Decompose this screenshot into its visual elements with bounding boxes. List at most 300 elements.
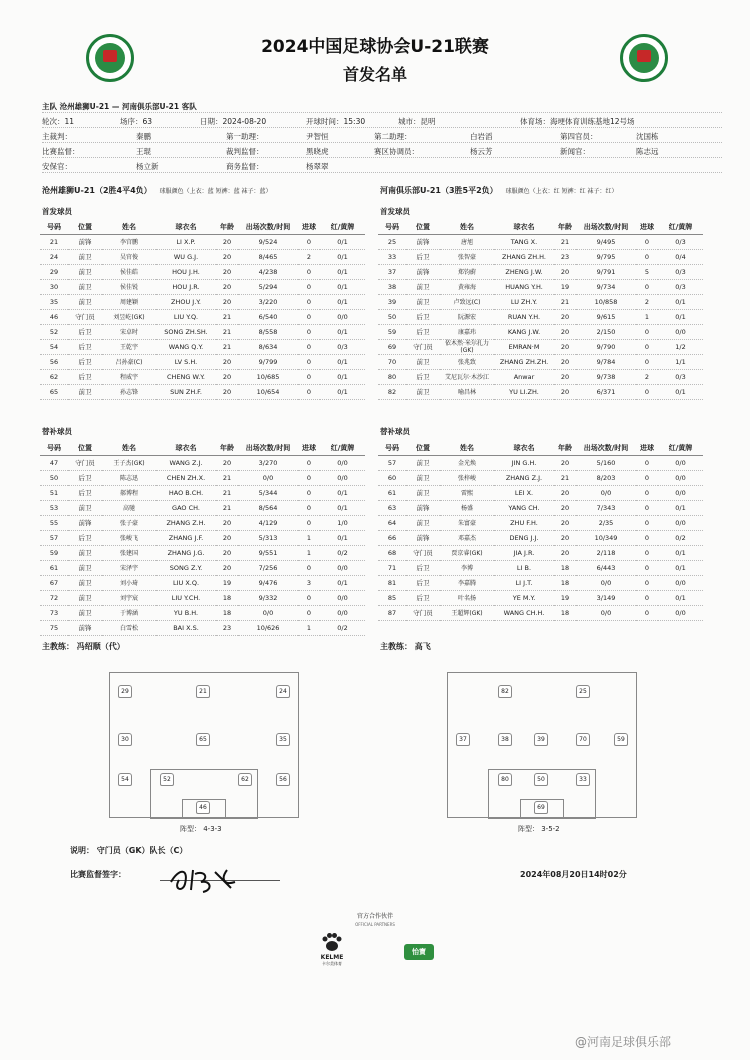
table-cell: 59 (40, 545, 68, 560)
officials-row-2 (42, 143, 722, 158)
row2-field-4: 城市：昆明 (398, 117, 436, 126)
table-cell: 69 (378, 339, 406, 354)
table-cell: 4/238 (238, 264, 298, 279)
off0-field-5: 白岩滔 (470, 132, 493, 141)
table-cell: 依木然·米尔扎力(GK) (440, 339, 494, 354)
paw-icon (321, 932, 343, 952)
table-cell: 10/858 (576, 294, 636, 309)
table-row (40, 575, 365, 590)
table-cell: 后卫 (406, 249, 440, 264)
table-row (378, 470, 703, 485)
table-cell: HUANG Y.H. (494, 279, 554, 294)
table-cell: 0/0 (658, 575, 703, 590)
table-cell: 0 (636, 605, 658, 620)
table-cell: 贾京睿(GK) (440, 545, 494, 560)
table-cell: 白雪松 (102, 620, 156, 635)
column-header: 位置 (68, 220, 102, 234)
table-cell: 0 (636, 455, 658, 470)
table-cell: 吴官俊 (102, 249, 156, 264)
table-cell: LIU Y.CH. (156, 590, 216, 605)
table-cell: 6/540 (238, 309, 298, 324)
table-cell: DENG J.J. (494, 530, 554, 545)
table-cell: GAO CH. (156, 500, 216, 515)
table-cell: 0/2 (658, 530, 703, 545)
table-row (40, 339, 365, 354)
table-cell: 前卫 (68, 545, 102, 560)
match-details-row (42, 113, 722, 128)
table-cell: 20 (216, 249, 238, 264)
table-row (40, 560, 365, 575)
table-cell: 后卫 (406, 590, 440, 605)
row2-field-5: 体育场：海埂体育训练基地12号场 (520, 117, 635, 126)
table-cell: 守门员 (406, 545, 440, 560)
table-cell: CHENG W.Y. (156, 369, 216, 384)
table-cell: 艾尼瓦尔·木沙江 (440, 369, 494, 384)
table-row (378, 294, 703, 309)
table-cell: 82 (378, 384, 406, 399)
yibao-logo: 怡寶 (404, 944, 434, 960)
table-cell: 10/654 (238, 384, 298, 399)
table-cell: 0/3 (658, 234, 703, 249)
table-cell: 0/1 (320, 575, 365, 590)
player-position-marker: 54 (118, 773, 132, 786)
table-cell: 张兆致 (440, 354, 494, 369)
home-starters-label: 首发球员 (42, 207, 72, 216)
table-cell: 71 (378, 560, 406, 575)
table-cell: 75 (40, 620, 68, 635)
table-cell: 18 (216, 590, 238, 605)
table-row (378, 309, 703, 324)
table-cell: HOU J.R. (156, 279, 216, 294)
table-cell: 9/551 (238, 545, 298, 560)
table-cell: 侯佳皓 (102, 264, 156, 279)
table-cell: 9/476 (238, 575, 298, 590)
table-cell: 8/558 (238, 324, 298, 339)
table-cell: 33 (378, 249, 406, 264)
row2-field-1: 场序：63 (120, 117, 153, 126)
table-cell: 46 (40, 309, 68, 324)
table-cell: CHEN ZH.X. (156, 470, 216, 485)
table-cell: 朱富豪 (440, 515, 494, 530)
table-cell: 8/465 (238, 249, 298, 264)
table-cell: 李嘉腾 (440, 575, 494, 590)
table-cell: 0/0 (320, 590, 365, 605)
table-row (378, 500, 703, 515)
table-cell: 20 (554, 354, 576, 369)
table-cell: ZHANG J.F. (156, 530, 216, 545)
table-cell: 邓嘉杰 (440, 530, 494, 545)
table-cell: 0/1 (320, 500, 365, 515)
column-header: 红/黄牌 (320, 441, 365, 455)
column-header: 出场次数/时间 (238, 441, 298, 455)
table-row (378, 264, 703, 279)
table-cell: 0 (636, 324, 658, 339)
table-cell: 55 (40, 515, 68, 530)
table-row (378, 234, 703, 249)
table-cell: 后卫 (406, 560, 440, 575)
table-cell: 后卫 (68, 339, 102, 354)
table-row (378, 605, 703, 620)
table-cell: LU ZH.Y. (494, 294, 554, 309)
table-cell: 前卫 (68, 590, 102, 605)
table-cell: 0/0 (658, 515, 703, 530)
table-cell: 20 (554, 324, 576, 339)
table-cell: 10/349 (576, 530, 636, 545)
table-cell: 0 (298, 234, 320, 249)
table-row (40, 279, 365, 294)
table-cell: 0 (636, 530, 658, 545)
table-cell: 前卫 (68, 279, 102, 294)
home-coach: 主教练： 冯绍顺（代） (42, 642, 125, 651)
table-cell: 20 (216, 369, 238, 384)
table-cell: 张子豪 (102, 515, 156, 530)
table-cell: EMRAN·M (494, 339, 554, 354)
table-cell: 21 (554, 470, 576, 485)
column-header: 号码 (378, 441, 406, 455)
column-header: 球衣名 (156, 220, 216, 234)
table-cell: 0 (636, 234, 658, 249)
column-header: 出场次数/时间 (576, 441, 636, 455)
table-cell: 56 (40, 354, 68, 369)
table-cell: 53 (40, 500, 68, 515)
column-header: 年龄 (554, 441, 576, 455)
column-header: 球衣名 (156, 441, 216, 455)
table-cell: 0 (636, 515, 658, 530)
player-position-marker: 56 (276, 773, 290, 786)
column-header: 位置 (406, 220, 440, 234)
table-cell: 0 (298, 485, 320, 500)
row2-field-2: 日期：2024-08-20 (200, 117, 267, 126)
table-cell: 郝博程 (102, 485, 156, 500)
table-cell: 30 (40, 279, 68, 294)
table-cell: 18 (554, 575, 576, 590)
table-cell: 张智豪 (440, 249, 494, 264)
table-cell: 0/0 (658, 324, 703, 339)
table-cell: 前锋 (68, 620, 102, 635)
player-position-marker: 46 (196, 801, 210, 814)
table-cell: 刘宇宸 (102, 590, 156, 605)
table-cell: 0 (298, 339, 320, 354)
table-cell: 20 (554, 485, 576, 500)
table-cell: 9/795 (576, 249, 636, 264)
table-cell: WANG Q.Y. (156, 339, 216, 354)
table-cell: 85 (378, 590, 406, 605)
table-cell: 8/634 (238, 339, 298, 354)
table-cell: 2 (298, 249, 320, 264)
table-row (378, 515, 703, 530)
table-cell: 前卫 (406, 455, 440, 470)
table-row (378, 485, 703, 500)
table-cell: 54 (40, 339, 68, 354)
table-cell: 0 (298, 354, 320, 369)
off2-field-0: 安保官： (42, 162, 72, 171)
off1-field-0: 比赛监督： (42, 147, 80, 156)
column-header: 进球 (636, 220, 658, 234)
player-position-marker: 52 (160, 773, 174, 786)
table-cell: 0 (636, 470, 658, 485)
table-cell: 20 (554, 339, 576, 354)
table-cell: 0/1 (320, 294, 365, 309)
table-cell: Anwar (494, 369, 554, 384)
table-row (40, 354, 365, 369)
table-cell: 0/1 (658, 590, 703, 605)
table-cell: ZHANG J.G. (156, 545, 216, 560)
off1-field-6: 新闻官： (560, 147, 590, 156)
table-cell: 21 (216, 485, 238, 500)
row2-field-0: 轮次：11 (42, 117, 75, 126)
table-cell: 0/1 (320, 354, 365, 369)
table-cell: 0/1 (658, 500, 703, 515)
table-cell: 1/0 (320, 515, 365, 530)
table-cell: 0 (636, 560, 658, 575)
weibo-watermark: @河南足球俱乐部 (575, 1035, 672, 1049)
table-cell: 9/524 (238, 234, 298, 249)
table-cell: 66 (378, 530, 406, 545)
table-row (378, 590, 703, 605)
table-cell: 20 (216, 234, 238, 249)
table-cell: 20 (216, 294, 238, 309)
table-cell: 20 (554, 309, 576, 324)
table-cell: 5/160 (576, 455, 636, 470)
table-cell: 20 (554, 369, 576, 384)
table-cell: 20 (554, 515, 576, 530)
table-cell: 0/0 (576, 605, 636, 620)
table-cell: WANG CH.H. (494, 605, 554, 620)
table-cell: 20 (216, 354, 238, 369)
table-cell: 前卫 (406, 294, 440, 309)
table-cell: 21 (216, 309, 238, 324)
table-cell: 3 (298, 575, 320, 590)
table-cell: 35 (40, 294, 68, 309)
table-cell: 宋卓时 (102, 324, 156, 339)
table-row (40, 620, 365, 635)
table-cell: 23 (554, 249, 576, 264)
table-cell: 81 (378, 575, 406, 590)
table-row (378, 575, 703, 590)
table-cell: 0/0 (658, 470, 703, 485)
table-cell: 前卫 (406, 354, 440, 369)
table-cell: 周建颖 (102, 294, 156, 309)
table-cell: 9/615 (576, 309, 636, 324)
table-cell: 1 (298, 545, 320, 560)
officials-row-1 (42, 128, 722, 143)
table-cell: 0 (636, 249, 658, 264)
table-cell: 卢致远(C) (440, 294, 494, 309)
column-header: 出场次数/时间 (576, 220, 636, 234)
table-cell: 0/1 (320, 530, 365, 545)
table-cell: 后卫 (406, 369, 440, 384)
table-cell: 9/332 (238, 590, 298, 605)
table-cell: YANG CH. (494, 500, 554, 515)
player-position-marker: 80 (498, 773, 512, 786)
table-cell: 0/1 (320, 384, 365, 399)
table-row (378, 455, 703, 470)
table-cell: 5/313 (238, 530, 298, 545)
table-cell: 王子杰(GK) (102, 455, 156, 470)
column-header: 年龄 (216, 220, 238, 234)
table-cell: 3/149 (576, 590, 636, 605)
table-cell: 守门员 (406, 339, 440, 354)
player-position-marker: 62 (238, 773, 252, 786)
table-cell: 0/1 (320, 249, 365, 264)
table-cell: 18 (554, 605, 576, 620)
page-subtitle: 首发名单 (342, 65, 407, 84)
table-cell: 0 (298, 470, 320, 485)
table-row (378, 369, 703, 384)
table-cell: 0/1 (320, 324, 365, 339)
table-cell: YU LI.ZH. (494, 384, 554, 399)
table-cell: ZHU F.H. (494, 515, 554, 530)
table-cell: 0/0 (576, 575, 636, 590)
table-cell: ZHOU J.Y. (156, 294, 216, 309)
player-position-marker: 30 (118, 733, 132, 746)
row2-field-3: 开球时间：15:30 (306, 117, 366, 126)
table-cell: 张峻飞 (102, 530, 156, 545)
table-cell: 21 (216, 339, 238, 354)
table-cell: 21 (216, 500, 238, 515)
table-cell: 0 (298, 294, 320, 309)
table-cell: 康嘉玮 (440, 324, 494, 339)
table-cell: 刘昱屹(GK) (102, 309, 156, 324)
player-position-marker: 29 (118, 685, 132, 698)
table-row (40, 384, 365, 399)
table-row (378, 384, 703, 399)
table-cell: BAI X.S. (156, 620, 216, 635)
table-cell: 1/2 (658, 339, 703, 354)
legend-note: 说明： 守门员（GK）队长（C） (70, 846, 188, 855)
table-cell: LIU X.Q. (156, 575, 216, 590)
home-starters-table (40, 220, 365, 400)
table-cell: 0 (636, 590, 658, 605)
table-cell: 9/790 (576, 339, 636, 354)
table-cell: LI J.T. (494, 575, 554, 590)
off0-field-0: 主裁判： (42, 132, 72, 141)
player-position-marker: 59 (614, 733, 628, 746)
column-header: 进球 (298, 441, 320, 455)
off0-field-2: 第一助理： (226, 132, 264, 141)
column-header: 年龄 (554, 220, 576, 234)
table-cell: KANG J.W. (494, 324, 554, 339)
table-cell: 19 (554, 279, 576, 294)
table-cell: 9/784 (576, 354, 636, 369)
home-subs-label: 替补球员 (42, 427, 72, 436)
away-starters-label: 首发球员 (380, 207, 410, 216)
home-team-header: 沧州雄狮U-21（2胜4平4负） 球服颜色（上衣：蓝 短裤：蓝 袜子：蓝） (42, 186, 272, 195)
table-row (378, 545, 703, 560)
table-cell: 后卫 (68, 324, 102, 339)
table-cell: 5/294 (238, 279, 298, 294)
table-cell: 8/203 (576, 470, 636, 485)
table-cell: 73 (40, 605, 68, 620)
table-cell: 0/1 (320, 485, 365, 500)
table-cell: ZHENG J.W. (494, 264, 554, 279)
column-header: 号码 (40, 220, 68, 234)
table-row (40, 470, 365, 485)
player-position-marker: 82 (498, 685, 512, 698)
table-cell: 6/443 (576, 560, 636, 575)
table-cell: ZHANG Z.J. (494, 470, 554, 485)
table-cell: 李博 (440, 560, 494, 575)
table-cell: 张梓峻 (440, 470, 494, 485)
column-header: 球衣名 (494, 441, 554, 455)
table-cell: 叶名扬 (440, 590, 494, 605)
table-cell: 后卫 (68, 530, 102, 545)
table-cell: 前卫 (68, 264, 102, 279)
home-formation: 阵型： 4-3-3 (180, 825, 222, 833)
table-cell: 61 (378, 485, 406, 500)
handwritten-signature (165, 860, 245, 896)
table-cell: 后卫 (406, 324, 440, 339)
table-cell: 1 (636, 309, 658, 324)
table-cell: 张建国 (102, 545, 156, 560)
table-cell: 0/1 (320, 234, 365, 249)
away-formation-pitch (447, 672, 637, 818)
table-cell: 9/799 (238, 354, 298, 369)
table-row (40, 234, 365, 249)
table-cell: 21 (554, 294, 576, 309)
off2-field-1: 杨立新 (136, 162, 159, 171)
table-row (40, 309, 365, 324)
table-cell: 20 (216, 264, 238, 279)
table-cell: HOU J.H. (156, 264, 216, 279)
table-cell: 0/1 (658, 294, 703, 309)
table-cell: 50 (40, 470, 68, 485)
table-cell: 0/3 (320, 339, 365, 354)
table-cell: 前卫 (406, 515, 440, 530)
table-cell: 唐旭 (440, 234, 494, 249)
table-cell: 20 (554, 264, 576, 279)
table-cell: 侯佳锐 (102, 279, 156, 294)
column-header: 号码 (378, 220, 406, 234)
table-cell: 7/343 (576, 500, 636, 515)
table-row (40, 590, 365, 605)
table-cell: 0/1 (658, 384, 703, 399)
table-cell: 0 (298, 279, 320, 294)
off1-field-5: 杨云芳 (470, 147, 493, 156)
table-cell: JIA J.R. (494, 545, 554, 560)
sign-datetime: 2024年08月20日14时02分 (520, 870, 627, 879)
table-cell: 前卫 (68, 249, 102, 264)
table-cell: 62 (40, 369, 68, 384)
table-cell: 0 (636, 500, 658, 515)
table-cell: 前卫 (68, 500, 102, 515)
table-cell: 0 (298, 369, 320, 384)
table-cell: 21 (40, 234, 68, 249)
table-cell: 3/220 (238, 294, 298, 309)
off0-field-6: 第四官员： (560, 132, 598, 141)
table-cell: 25 (378, 234, 406, 249)
table-cell: 0/1 (658, 545, 703, 560)
off1-field-4: 赛区协调员： (374, 147, 419, 156)
table-cell: 7/256 (238, 560, 298, 575)
table-cell: 宋泽宇 (102, 560, 156, 575)
officials-row-3 (42, 158, 722, 173)
table-cell: 前锋 (68, 515, 102, 530)
away-starters-table (378, 220, 703, 400)
table-cell: 10/685 (238, 369, 298, 384)
table-cell: WU G.J. (156, 249, 216, 264)
column-header: 姓名 (102, 441, 156, 455)
player-position-marker: 69 (534, 801, 548, 814)
table-cell: 前卫 (406, 279, 440, 294)
table-cell: 2 (636, 369, 658, 384)
table-cell: 4/129 (238, 515, 298, 530)
table-cell: 0/0 (658, 485, 703, 500)
table-cell: 65 (40, 384, 68, 399)
table-cell: 1 (298, 620, 320, 635)
table-row (40, 294, 365, 309)
table-cell: 前卫 (68, 384, 102, 399)
